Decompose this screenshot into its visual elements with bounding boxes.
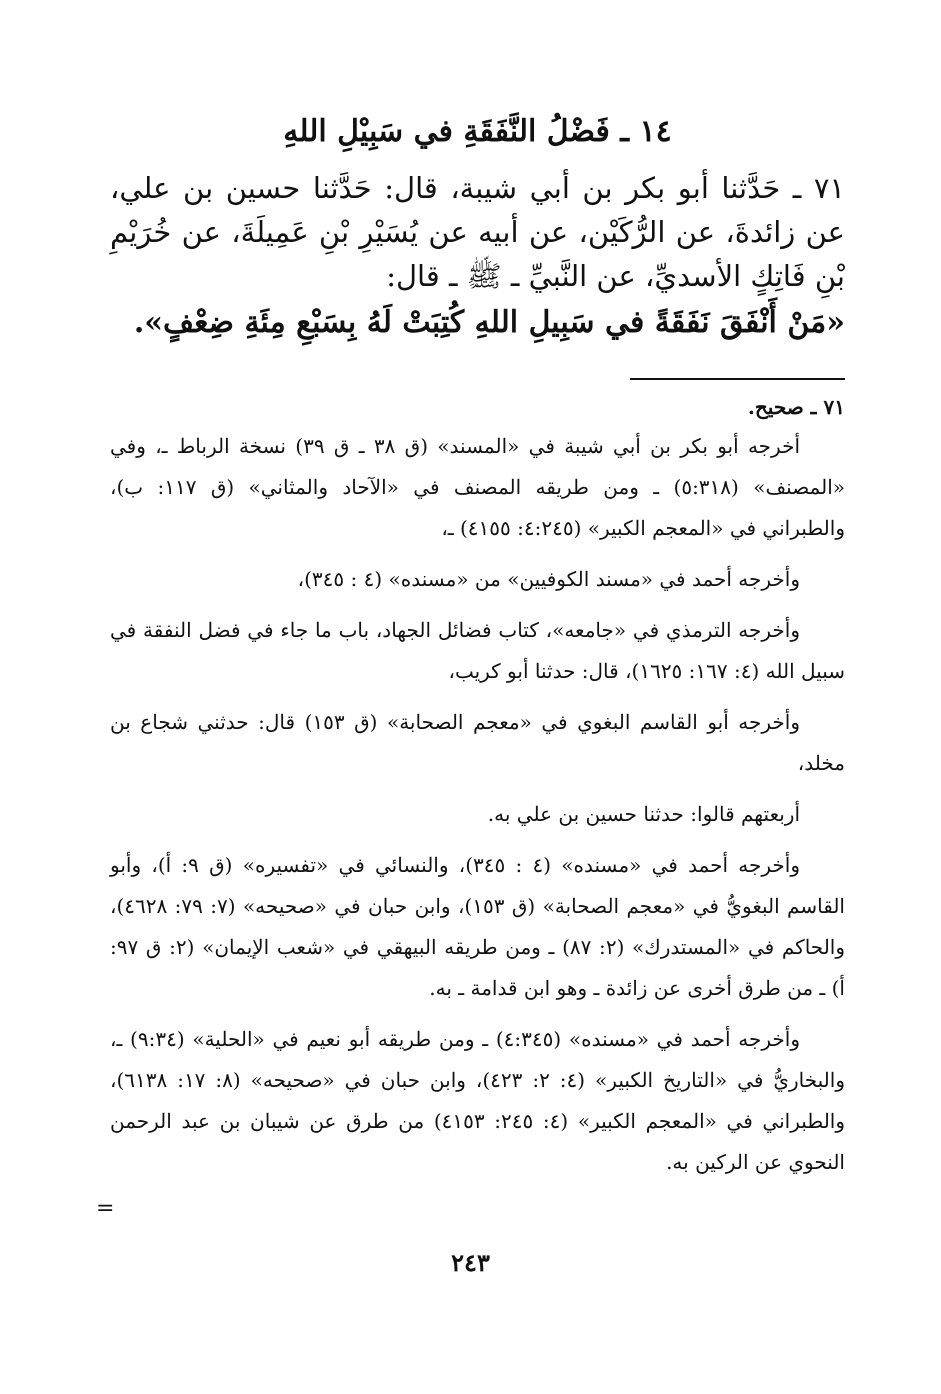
page-number: ٢٤٣	[451, 1248, 490, 1277]
hadith-isnad: ٧١ ـ حَدَّثنا أبو بكر بن أبي شيبة، قال: حَدَّثنا حسين بن علي، عن زائدةَ، عن الرُّكَيْن، عن أبيه عن يُسَيْرِ بْنِ عَمِيلَةَ، عن خُرَيْمِ بْنِ فَاتِكٍ الأسديِّ، عن النَّبيِّ ـ ﷺ ـ قال:	[110, 171, 845, 293]
hadith-matn: «مَنْ أَنْفَقَ نَفَقَةً في سَبِيلِ اللهِ كُتِبَتْ لَهُ بِسَبْعِ مِئَةِ ضِعْفٍ».	[133, 305, 845, 340]
footnote-paragraph: وأخرجه أحمد في «مسنده» (٤ : ٣٤٥)، والنسائي في «تفسيره» (ق ٩: أ)، وأبو القاسم البغويُّ في «معجم الصحابة» (ق ١٥٣)، وابن حبان في «صحيحه» (٧: ٧٩: ٤٦٢٨)، والحاكم في «المستدرك» (٢: ٨٧) ـ ومن طريقه البيهقي في «شعب الإيمان» (٢: ق ٩٧: أ) ـ من طرق أخرى عن زائدة ـ وهو ابن قدامة ـ به.	[110, 853, 845, 1000]
footnotes-section	[110, 388, 845, 1183]
page-content	[110, 110, 845, 1193]
footnote-paragraph: وأخرجه أحمد في «مسند الكوفيين» من «مسنده» (٤ : ٣٤٥)،	[297, 567, 800, 591]
footnote-heading: ٧١ ـ صحيح.	[747, 395, 845, 419]
footnote-divider	[630, 378, 845, 380]
footnote-paragraph: أخرجه أبو بكر بن أبي شيبة في «المسند» (ق ٣٨ ـ ق ٣٩) نسخة الرباط ـ، وفي «المصنف» (٥:٣١٨) ـ ومن طريقه المصنف في «الآحاد والمثاني» (ق ١١٧: ب)، والطبراني في «المعجم الكبير» (٤:٢٤٥: ٤١٥٥) ـ،	[110, 434, 845, 540]
footnote-paragraph: وأخرجه أبو القاسم البغوي في «معجم الصحابة» (ق ١٥٣) قال: حدثني شجاع بن مخلد،	[110, 710, 845, 775]
chapter-title: ١٤ ـ فَضْلُ النَّفَقَةِ في سَبِيْلِ اللهِ	[283, 114, 672, 149]
footnote-paragraph: وأخرجه الترمذي في «جامعه»، كتاب فضائل الجهاد، باب ما جاء في فضل النفقة في سبيل الله (٤: ١٦٧: ١٦٢٥)، قال: حدثنا أبو كريب،	[110, 618, 845, 683]
footnote-paragraph: وأخرجه أحمد في «مسنده» (٤:٣٤٥) ـ ومن طريقه أبو نعيم في «الحلية» (٩:٣٤) ـ، والبخاريُّ في «التاريخ الكبير» (٤: ٢: ٤٢٣)، وابن حبان في «صحيحه» (٨: ١٧: ٦١٣٨)، والطبراني في «المعجم الكبير» (٤: ٢٤٥: ٤١٥٣) من طرق عن شيبان بن عبد الرحمن النحوي عن الركين به.	[110, 1027, 846, 1174]
footnote-paragraph: أربعتهم قالوا: حدثنا حسين بن علي به.	[487, 802, 800, 826]
continuation-mark: =	[96, 1196, 115, 1221]
